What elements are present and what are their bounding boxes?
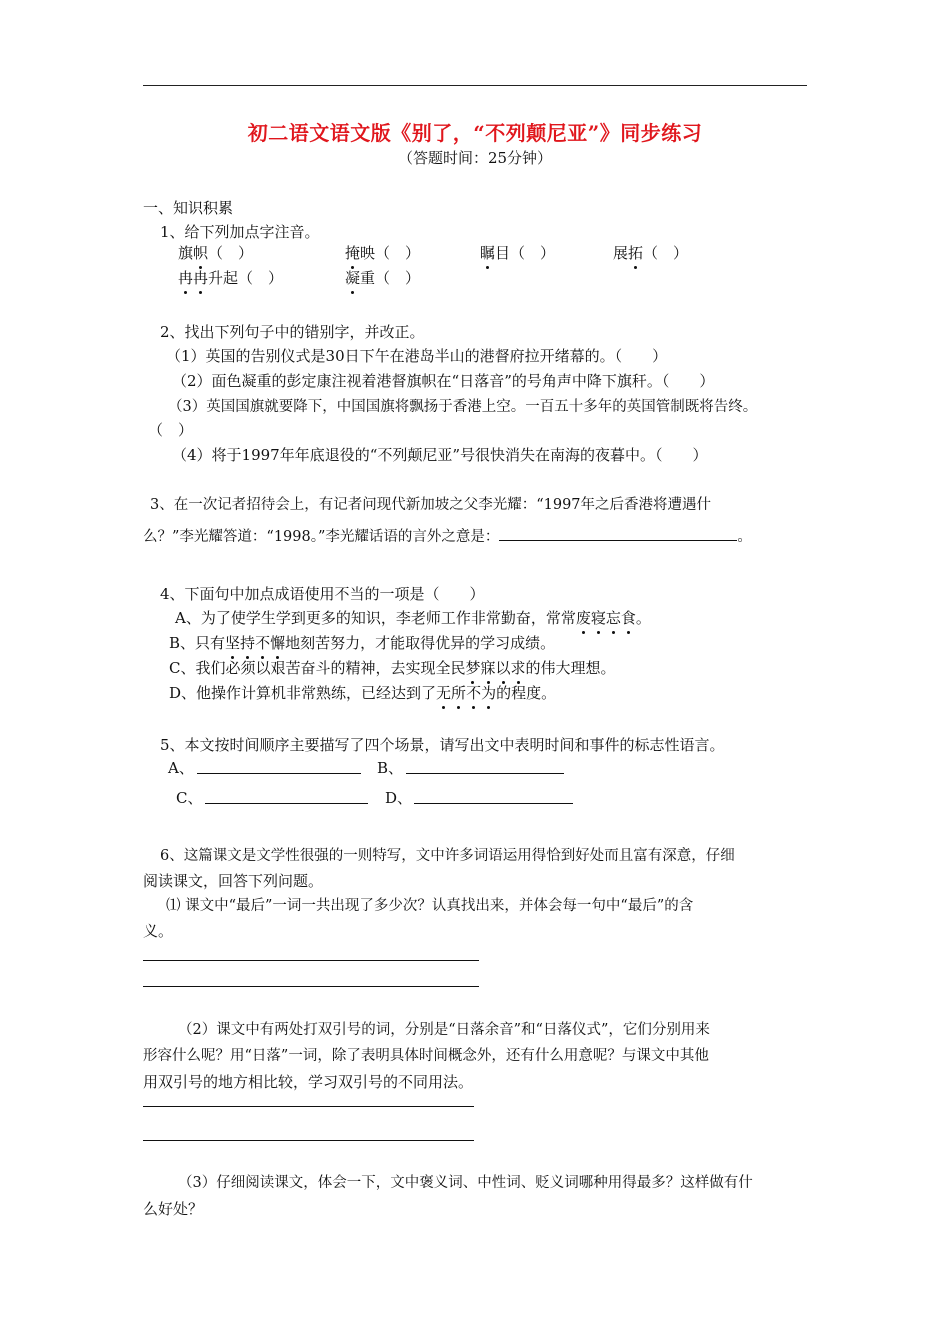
- q4-stem: 4、下面句中加点成语使用不当的一项是（ ）: [160, 585, 485, 603]
- dotted-char: 忘: [605, 609, 621, 627]
- q6-text: 6、这篇课文是文学性很强的一则特写，文中许多词语运用得恰到好处而且富有深意，仔细: [160, 848, 735, 864]
- dotted-idiom: [436, 684, 496, 702]
- answer-line[interactable]: [143, 1106, 474, 1107]
- dotted-idiom: [465, 659, 525, 677]
- q1-stem: 1、给下列加点字注音。: [160, 223, 320, 241]
- q2-sentence-cont: （ ）: [148, 421, 194, 439]
- dotted-char: 求: [510, 659, 526, 677]
- dotted-idiom: [225, 634, 285, 652]
- q2-sentence: （3）英国国旗就要降下，中国国旗将飘扬于香港上空。一百五十多年的英国管制既将告终。: [168, 399, 758, 415]
- dotted-char: 寐: [480, 659, 496, 677]
- answer-blank[interactable]: [499, 525, 737, 541]
- dotted-char: 坚: [225, 634, 241, 652]
- q6-text: 阅读课文，回答下列问题。: [143, 872, 324, 890]
- q6-part3: （3）仔细阅读课文，体会一下，文中褒义词、中性词、贬义词哪种用得最多？这样做有什: [178, 1175, 753, 1191]
- answer-line[interactable]: [143, 986, 479, 987]
- q1-item: 展拓（ ）: [613, 244, 689, 262]
- q4-option-a: A、为了使学生学到更多的知识，李老师工作非常勤奋，常常废寝忘食。: [175, 609, 651, 627]
- q6-part2: （2）课文中有两处打双引号的词，分别是“日落余音”和“日落仪式”，它们分别用来: [178, 1022, 710, 1038]
- dotted-char: 食: [620, 609, 636, 627]
- q5-label-b: B、: [377, 759, 404, 777]
- page-title: 初二语文语文版《别了，“不列颠尼亚”》同步练习: [247, 121, 703, 145]
- q4-option-d: D、他操作计算机非常熟练，已经达到了无所不为的程度。: [169, 684, 557, 702]
- dotted-char: 冉: [178, 269, 194, 287]
- q5-label-d: D、: [385, 789, 413, 807]
- q5-label-a: A、: [168, 759, 194, 777]
- q5-stem: 5、本文按时间顺序主要描写了四个场景，请写出文中表明时间和事件的标志性语言。: [160, 736, 725, 754]
- dotted-char: 冉: [193, 269, 209, 287]
- dotted-char: 梦: [465, 659, 481, 677]
- answer-line[interactable]: [143, 960, 479, 961]
- dotted-char: 寝: [590, 609, 606, 627]
- answer-line[interactable]: [406, 773, 564, 774]
- q1-item: 旗帜（ ）: [178, 244, 254, 262]
- q1-item: 冉冉升起（ ）: [178, 269, 284, 287]
- q1-item: 凝重（ ）: [345, 269, 421, 287]
- q4-option-c: C、我们必须以艰苦奋斗的精神，去实现全民梦寐以求的伟大理想。: [169, 659, 616, 677]
- header-rule: [143, 85, 807, 86]
- section-heading: 一、知识积累: [143, 199, 234, 217]
- q3-text: 3、在一次记者招待会上，有记者问现代新加坡之父李光耀：“1997年之后香港将遭遇什: [150, 497, 712, 513]
- q1-item: 瞩目（ ）: [480, 244, 556, 262]
- answer-line[interactable]: [143, 1140, 474, 1141]
- q4-option-b: B、只有坚持不懈地刻苦努力，才能取得优异的学习成绩。: [169, 634, 556, 652]
- answer-line[interactable]: [205, 803, 368, 804]
- q6-part2: 形容什么呢？用“日落”一词，除了表明具体时间概念外，还有什么用意呢？与课文中其他: [143, 1048, 709, 1064]
- dotted-char: 不: [255, 634, 271, 652]
- q2-sentence: （4）将于1997年年底退役的“不列颠尼亚”号很快消失在南海的夜暮中。（ ）: [172, 446, 708, 464]
- dotted-char: 废: [575, 609, 591, 627]
- q6-part3: 么好处？: [143, 1200, 204, 1218]
- q6-part1: ⑴ 课文中“最后”一词一共出现了多少次？认真找出来，并体会每一句中“最后”的含: [166, 898, 694, 914]
- q6-part2: 用双引号的地方相比较，学习双引号的不同用法。: [143, 1073, 474, 1091]
- q5-label-c: C、: [176, 789, 203, 807]
- dotted-idiom: [576, 609, 636, 627]
- q3-text: 么？”李光耀答道：“1998。”李光耀话语的言外之意是： 。: [143, 525, 752, 547]
- dotted-char: 以: [495, 659, 511, 677]
- q2-stem: 2、找出下列句子中的错别字，并改正。: [160, 323, 425, 341]
- dotted-char: 不: [466, 684, 482, 702]
- q2-sentence: （2）面色凝重的彭定康注视着港督旗帜在“日落音”的号角声中降下旗秆。（ ）: [172, 372, 715, 390]
- dotted-char: 持: [240, 634, 256, 652]
- time-note: （答题时间：25分钟）: [397, 149, 553, 167]
- q6-part1: 义。: [143, 922, 174, 940]
- answer-line[interactable]: [197, 773, 361, 774]
- dotted-char: 为: [481, 684, 497, 702]
- dotted-char: 所: [451, 684, 467, 702]
- q2-sentence: （1）英国的告别仪式是30日下午在港岛半山的港督府拉开绪幕的。（ ）: [166, 347, 668, 365]
- answer-line[interactable]: [414, 803, 573, 804]
- dotted-char: 懈: [270, 634, 286, 652]
- q1-item: 掩映（ ）: [345, 244, 421, 262]
- dotted-char: 无: [436, 684, 452, 702]
